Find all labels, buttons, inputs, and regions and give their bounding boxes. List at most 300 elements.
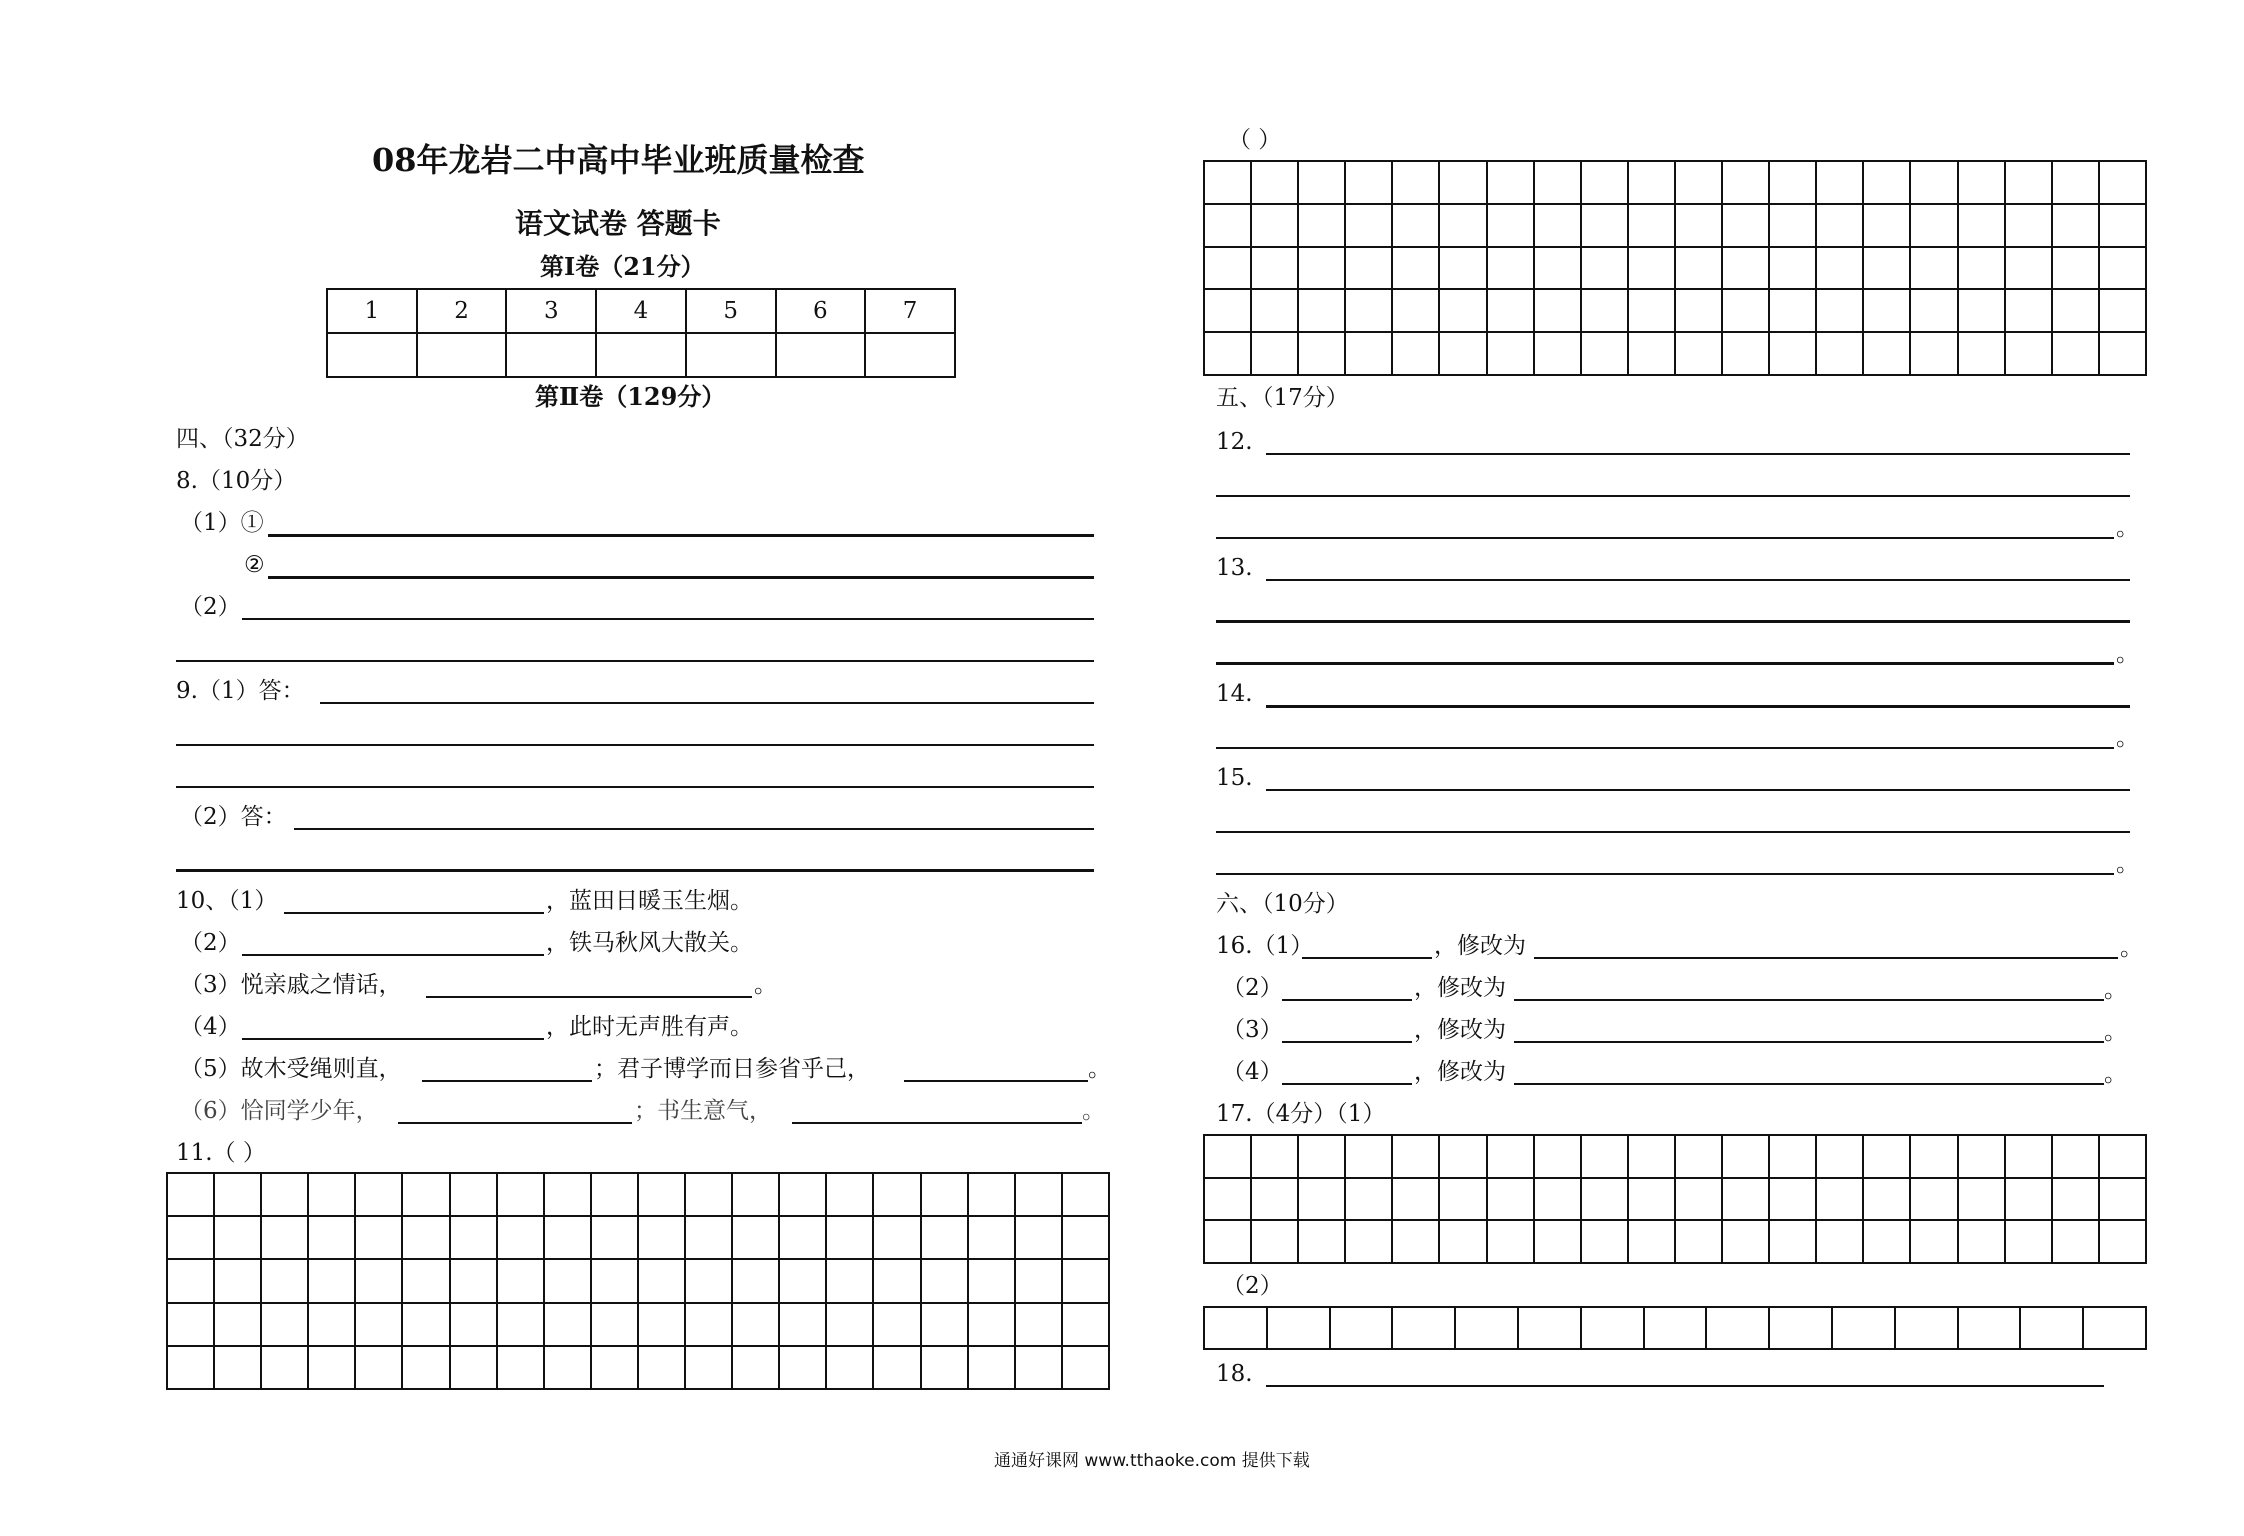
- grid-cell[interactable]: [1392, 247, 1439, 290]
- grid-cell[interactable]: [1392, 161, 1439, 204]
- grid-cell[interactable]: [873, 1216, 920, 1259]
- grid-cell[interactable]: [591, 1303, 638, 1346]
- grid-cell[interactable]: [1910, 1178, 1957, 1221]
- grid-cell[interactable]: [1581, 1178, 1628, 1221]
- grid-cell[interactable]: [685, 1259, 732, 1302]
- grid-cell[interactable]: [355, 1303, 402, 1346]
- grid-cell[interactable]: [1722, 1220, 1769, 1263]
- q16-1-blank[interactable]: [1302, 957, 1432, 959]
- grid-cell[interactable]: [402, 1346, 449, 1389]
- q16-3-correction[interactable]: [1514, 1041, 2104, 1043]
- grid-cell[interactable]: [873, 1303, 920, 1346]
- q16-1-correction[interactable]: [1534, 957, 2118, 959]
- grid-cell[interactable]: [2005, 1135, 2052, 1178]
- grid-cell[interactable]: [1863, 332, 1910, 375]
- grid-cell[interactable]: [261, 1216, 308, 1259]
- grid-cell[interactable]: [1581, 247, 1628, 290]
- grid-cell[interactable]: [2099, 204, 2146, 247]
- grid-cell[interactable]: [826, 1259, 873, 1302]
- grid-cell[interactable]: [1534, 1178, 1581, 1221]
- grid-cell[interactable]: [1518, 1307, 1581, 1349]
- grid-cell[interactable]: [1251, 161, 1298, 204]
- grid-cell[interactable]: [214, 1216, 261, 1259]
- grid-cell[interactable]: [1487, 1220, 1534, 1263]
- grid-cell[interactable]: [1675, 332, 1722, 375]
- grid-cell[interactable]: [685, 1346, 732, 1389]
- grid-cell[interactable]: [2052, 289, 2099, 332]
- q16-2-correction[interactable]: [1514, 999, 2104, 1001]
- mc-answer-cell[interactable]: [596, 333, 686, 377]
- grid-cell[interactable]: [1392, 1135, 1439, 1178]
- grid-cell[interactable]: [2052, 1135, 2099, 1178]
- grid-cell[interactable]: [450, 1216, 497, 1259]
- q10-3-blank[interactable]: [426, 996, 752, 998]
- grid-cell[interactable]: [1487, 204, 1534, 247]
- grid-cell[interactable]: [355, 1346, 402, 1389]
- grid-cell[interactable]: [921, 1216, 968, 1259]
- grid-cell[interactable]: [1251, 332, 1298, 375]
- grid-cell[interactable]: [2052, 204, 2099, 247]
- grid-cell[interactable]: [497, 1346, 544, 1389]
- grid-cell[interactable]: [1298, 204, 1345, 247]
- mc-answer-cell[interactable]: [506, 333, 596, 377]
- q12-answer-line-3[interactable]: [1216, 537, 2114, 539]
- grid-cell[interactable]: [1958, 1135, 2005, 1178]
- grid-cell[interactable]: [1706, 1307, 1769, 1349]
- grid-cell[interactable]: [1675, 161, 1722, 204]
- grid-cell[interactable]: [1298, 332, 1345, 375]
- q16-4-correction[interactable]: [1514, 1083, 2104, 1085]
- grid-cell[interactable]: [1251, 1135, 1298, 1178]
- grid-cell[interactable]: [1675, 247, 1722, 290]
- grid-cell[interactable]: [1251, 1178, 1298, 1221]
- q18-answer-line[interactable]: [1266, 1385, 2104, 1387]
- grid-cell[interactable]: [1958, 161, 2005, 204]
- q9-1-answer-line-3[interactable]: [176, 786, 1094, 788]
- grid-cell[interactable]: [732, 1216, 779, 1259]
- grid-cell[interactable]: [450, 1346, 497, 1389]
- grid-cell[interactable]: [214, 1173, 261, 1216]
- q8-1a-answer-line[interactable]: [268, 534, 1094, 537]
- grid-cell[interactable]: [1675, 1220, 1722, 1263]
- grid-cell[interactable]: [1958, 247, 2005, 290]
- grid-cell[interactable]: [873, 1259, 920, 1302]
- grid-cell[interactable]: [1487, 289, 1534, 332]
- q16-2-blank[interactable]: [1282, 999, 1412, 1001]
- grid-cell[interactable]: [1392, 1220, 1439, 1263]
- grid-cell[interactable]: [1722, 332, 1769, 375]
- grid-cell[interactable]: [1015, 1303, 1062, 1346]
- grid-cell[interactable]: [2005, 161, 2052, 204]
- grid-cell[interactable]: [1487, 247, 1534, 290]
- grid-cell[interactable]: [1769, 204, 1816, 247]
- grid-cell[interactable]: [873, 1346, 920, 1389]
- q15-answer-line-2[interactable]: [1216, 831, 2130, 833]
- grid-cell[interactable]: [1863, 1135, 1910, 1178]
- grid-cell[interactable]: [1816, 1178, 1863, 1221]
- grid-cell[interactable]: [732, 1173, 779, 1216]
- grid-cell[interactable]: [402, 1259, 449, 1302]
- grid-cell[interactable]: [826, 1216, 873, 1259]
- grid-cell[interactable]: [167, 1216, 214, 1259]
- grid-cell[interactable]: [1769, 161, 1816, 204]
- grid-cell[interactable]: [732, 1259, 779, 1302]
- grid-cell[interactable]: [1204, 1220, 1251, 1263]
- grid-cell[interactable]: [591, 1173, 638, 1216]
- grid-cell[interactable]: [1251, 247, 1298, 290]
- grid-cell[interactable]: [1204, 161, 1251, 204]
- grid-cell[interactable]: [1722, 161, 1769, 204]
- q13-answer-line[interactable]: [1266, 579, 2130, 581]
- grid-cell[interactable]: [355, 1216, 402, 1259]
- grid-cell[interactable]: [1628, 332, 1675, 375]
- grid-cell[interactable]: [1062, 1216, 1109, 1259]
- grid-cell[interactable]: [1581, 1307, 1644, 1349]
- grid-cell[interactable]: [1204, 247, 1251, 290]
- grid-cell[interactable]: [591, 1346, 638, 1389]
- grid-cell[interactable]: [1958, 289, 2005, 332]
- grid-cell[interactable]: [685, 1216, 732, 1259]
- grid-cell[interactable]: [1439, 1135, 1486, 1178]
- q16-3-blank[interactable]: [1282, 1041, 1412, 1043]
- grid-cell[interactable]: [1581, 332, 1628, 375]
- q8-2-answer-line[interactable]: [242, 618, 1094, 620]
- grid-cell[interactable]: [1628, 1220, 1675, 1263]
- grid-cell[interactable]: [1816, 204, 1863, 247]
- grid-cell[interactable]: [1628, 247, 1675, 290]
- grid-cell[interactable]: [968, 1173, 1015, 1216]
- grid-cell[interactable]: [1251, 1220, 1298, 1263]
- grid-cell[interactable]: [450, 1303, 497, 1346]
- grid-cell[interactable]: [1345, 161, 1392, 204]
- grid-cell[interactable]: [1675, 289, 1722, 332]
- grid-cell[interactable]: [167, 1346, 214, 1389]
- grid-cell[interactable]: [732, 1346, 779, 1389]
- grid-cell[interactable]: [638, 1259, 685, 1302]
- grid-cell[interactable]: [1439, 332, 1486, 375]
- grid-cell[interactable]: [308, 1346, 355, 1389]
- grid-cell[interactable]: [1769, 1178, 1816, 1221]
- grid-cell[interactable]: [167, 1259, 214, 1302]
- q14-answer-line-2[interactable]: [1216, 747, 2114, 749]
- grid-cell[interactable]: [1534, 204, 1581, 247]
- grid-cell[interactable]: [1062, 1173, 1109, 1216]
- grid-cell[interactable]: [1015, 1173, 1062, 1216]
- q10-6-blank-a[interactable]: [398, 1122, 632, 1124]
- grid-cell[interactable]: [1910, 161, 1957, 204]
- grid-cell[interactable]: [1062, 1346, 1109, 1389]
- grid-cell[interactable]: [638, 1303, 685, 1346]
- grid-cell[interactable]: [1439, 204, 1486, 247]
- grid-cell[interactable]: [1769, 332, 1816, 375]
- grid-cell[interactable]: [1345, 1220, 1392, 1263]
- grid-cell[interactable]: [1392, 1178, 1439, 1221]
- grid-cell[interactable]: [2052, 161, 2099, 204]
- grid-cell[interactable]: [2099, 1135, 2146, 1178]
- grid-cell[interactable]: [1455, 1307, 1518, 1349]
- grid-cell[interactable]: [826, 1303, 873, 1346]
- grid-cell[interactable]: [1345, 289, 1392, 332]
- grid-cell[interactable]: [1958, 1178, 2005, 1221]
- grid-cell[interactable]: [1863, 1220, 1910, 1263]
- grid-cell[interactable]: [2083, 1307, 2146, 1349]
- grid-cell[interactable]: [921, 1346, 968, 1389]
- grid-cell[interactable]: [1345, 332, 1392, 375]
- grid-cell[interactable]: [1910, 332, 1957, 375]
- grid-cell[interactable]: [1392, 1307, 1455, 1349]
- grid-cell[interactable]: [544, 1303, 591, 1346]
- grid-cell[interactable]: [1816, 1220, 1863, 1263]
- grid-cell[interactable]: [1204, 1135, 1251, 1178]
- grid-cell[interactable]: [1863, 247, 1910, 290]
- grid-cell[interactable]: [1487, 1178, 1534, 1221]
- grid-cell[interactable]: [1910, 247, 1957, 290]
- grid-cell[interactable]: [167, 1173, 214, 1216]
- grid-cell[interactable]: [1345, 1178, 1392, 1221]
- grid-cell[interactable]: [402, 1303, 449, 1346]
- grid-cell[interactable]: [214, 1346, 261, 1389]
- grid-cell[interactable]: [2005, 332, 2052, 375]
- q8-2-answer-line-2[interactable]: [176, 660, 1094, 662]
- grid-cell[interactable]: [2005, 289, 2052, 332]
- grid-cell[interactable]: [2005, 1178, 2052, 1221]
- grid-cell[interactable]: [1832, 1307, 1895, 1349]
- grid-cell[interactable]: [968, 1216, 1015, 1259]
- grid-cell[interactable]: [779, 1303, 826, 1346]
- grid-cell[interactable]: [1769, 247, 1816, 290]
- grid-cell[interactable]: [1298, 1220, 1345, 1263]
- grid-cell[interactable]: [1487, 332, 1534, 375]
- q13-answer-line-3[interactable]: [1216, 662, 2114, 665]
- q9-1-answer-line-2[interactable]: [176, 744, 1094, 746]
- grid-cell[interactable]: [779, 1259, 826, 1302]
- grid-cell[interactable]: [1439, 161, 1486, 204]
- grid-cell[interactable]: [1392, 332, 1439, 375]
- grid-cell[interactable]: [1581, 1220, 1628, 1263]
- grid-cell[interactable]: [1439, 1220, 1486, 1263]
- grid-cell[interactable]: [779, 1216, 826, 1259]
- grid-cell[interactable]: [1298, 1178, 1345, 1221]
- grid-cell[interactable]: [1769, 1220, 1816, 1263]
- grid-cell[interactable]: [921, 1259, 968, 1302]
- grid-cell[interactable]: [261, 1173, 308, 1216]
- q9-2-answer-line[interactable]: [294, 828, 1094, 830]
- grid-cell[interactable]: [921, 1173, 968, 1216]
- grid-cell[interactable]: [497, 1216, 544, 1259]
- grid-cell[interactable]: [1581, 161, 1628, 204]
- grid-cell[interactable]: [214, 1259, 261, 1302]
- grid-cell[interactable]: [214, 1303, 261, 1346]
- grid-cell[interactable]: [1910, 1135, 1957, 1178]
- grid-cell[interactable]: [968, 1346, 1015, 1389]
- grid-cell[interactable]: [1675, 1135, 1722, 1178]
- grid-cell[interactable]: [1487, 1135, 1534, 1178]
- grid-cell[interactable]: [402, 1173, 449, 1216]
- grid-cell[interactable]: [2052, 1178, 2099, 1221]
- grid-cell[interactable]: [1722, 1178, 1769, 1221]
- mc-answer-cell[interactable]: [686, 333, 776, 377]
- grid-cell[interactable]: [2052, 332, 2099, 375]
- grid-cell[interactable]: [1863, 204, 1910, 247]
- grid-cell[interactable]: [2099, 1220, 2146, 1263]
- grid-cell[interactable]: [261, 1259, 308, 1302]
- grid-cell[interactable]: [1958, 1307, 2021, 1349]
- grid-cell[interactable]: [1958, 1220, 2005, 1263]
- grid-cell[interactable]: [1345, 204, 1392, 247]
- grid-cell[interactable]: [779, 1173, 826, 1216]
- grid-cell[interactable]: [779, 1346, 826, 1389]
- grid-cell[interactable]: [1722, 204, 1769, 247]
- q9-2-answer-line-2[interactable]: [176, 869, 1094, 872]
- grid-cell[interactable]: [921, 1303, 968, 1346]
- grid-cell[interactable]: [1722, 247, 1769, 290]
- q9-1-answer-line[interactable]: [320, 702, 1094, 704]
- grid-cell[interactable]: [1204, 1307, 1267, 1349]
- grid-cell[interactable]: [2020, 1307, 2083, 1349]
- grid-cell[interactable]: [2099, 289, 2146, 332]
- grid-cell[interactable]: [1534, 1135, 1581, 1178]
- grid-cell[interactable]: [1628, 1135, 1675, 1178]
- grid-cell[interactable]: [355, 1173, 402, 1216]
- grid-cell[interactable]: [450, 1259, 497, 1302]
- q10-5-blank-a[interactable]: [422, 1080, 592, 1082]
- grid-cell[interactable]: [2005, 1220, 2052, 1263]
- grid-cell[interactable]: [1204, 332, 1251, 375]
- q12-answer-line-2[interactable]: [1216, 495, 2130, 497]
- q10-2-blank[interactable]: [242, 954, 544, 956]
- grid-cell[interactable]: [167, 1303, 214, 1346]
- grid-cell[interactable]: [1958, 204, 2005, 247]
- grid-cell[interactable]: [1581, 204, 1628, 247]
- grid-cell[interactable]: [1863, 161, 1910, 204]
- grid-cell[interactable]: [1958, 332, 2005, 375]
- grid-cell[interactable]: [1863, 289, 1910, 332]
- grid-cell[interactable]: [261, 1346, 308, 1389]
- grid-cell[interactable]: [1204, 204, 1251, 247]
- grid-cell[interactable]: [497, 1173, 544, 1216]
- grid-cell[interactable]: [968, 1259, 1015, 1302]
- grid-cell[interactable]: [732, 1303, 779, 1346]
- grid-cell[interactable]: [1534, 289, 1581, 332]
- grid-cell[interactable]: [1769, 1135, 1816, 1178]
- grid-cell[interactable]: [1675, 1178, 1722, 1221]
- q8-1b-answer-line[interactable]: [268, 576, 1094, 579]
- grid-cell[interactable]: [1298, 289, 1345, 332]
- grid-cell[interactable]: [1534, 1220, 1581, 1263]
- grid-cell[interactable]: [308, 1173, 355, 1216]
- grid-cell[interactable]: [826, 1173, 873, 1216]
- grid-cell[interactable]: [1204, 1178, 1251, 1221]
- mc-answer-cell[interactable]: [327, 333, 417, 377]
- mc-answer-cell[interactable]: [417, 333, 507, 377]
- grid-cell[interactable]: [497, 1259, 544, 1302]
- grid-cell[interactable]: [1298, 161, 1345, 204]
- grid-cell[interactable]: [638, 1173, 685, 1216]
- grid-cell[interactable]: [1439, 247, 1486, 290]
- grid-cell[interactable]: [1392, 204, 1439, 247]
- grid-cell[interactable]: [2052, 247, 2099, 290]
- grid-cell[interactable]: [544, 1173, 591, 1216]
- grid-cell[interactable]: [1015, 1216, 1062, 1259]
- grid-cell[interactable]: [1015, 1259, 1062, 1302]
- grid-cell[interactable]: [1628, 204, 1675, 247]
- grid-cell[interactable]: [2005, 247, 2052, 290]
- grid-cell[interactable]: [1251, 204, 1298, 247]
- grid-cell[interactable]: [2099, 161, 2146, 204]
- grid-cell[interactable]: [1816, 332, 1863, 375]
- grid-cell[interactable]: [873, 1173, 920, 1216]
- q16-4-blank[interactable]: [1282, 1083, 1412, 1085]
- grid-cell[interactable]: [591, 1259, 638, 1302]
- grid-cell[interactable]: [1895, 1307, 1958, 1349]
- grid-cell[interactable]: [544, 1216, 591, 1259]
- grid-cell[interactable]: [1722, 1135, 1769, 1178]
- q10-6-blank-b[interactable]: [792, 1122, 1082, 1124]
- grid-cell[interactable]: [1816, 1135, 1863, 1178]
- grid-cell[interactable]: [1015, 1346, 1062, 1389]
- grid-cell[interactable]: [685, 1303, 732, 1346]
- grid-cell[interactable]: [1439, 1178, 1486, 1221]
- grid-cell[interactable]: [1534, 332, 1581, 375]
- q10-4-blank[interactable]: [242, 1038, 544, 1040]
- grid-cell[interactable]: [638, 1346, 685, 1389]
- grid-cell[interactable]: [308, 1216, 355, 1259]
- grid-cell[interactable]: [1062, 1303, 1109, 1346]
- grid-cell[interactable]: [308, 1303, 355, 1346]
- mc-answer-cell[interactable]: [776, 333, 866, 377]
- grid-cell[interactable]: [1298, 1135, 1345, 1178]
- q10-5-blank-b[interactable]: [904, 1080, 1088, 1082]
- grid-cell[interactable]: [1439, 289, 1486, 332]
- q15-answer-line-3[interactable]: [1216, 873, 2114, 875]
- grid-cell[interactable]: [968, 1303, 1015, 1346]
- q10-1-blank[interactable]: [284, 912, 544, 914]
- grid-cell[interactable]: [1267, 1307, 1330, 1349]
- grid-cell[interactable]: [638, 1216, 685, 1259]
- grid-cell[interactable]: [544, 1346, 591, 1389]
- grid-cell[interactable]: [1345, 1135, 1392, 1178]
- grid-cell[interactable]: [685, 1173, 732, 1216]
- mc-answer-cell[interactable]: [865, 333, 955, 377]
- grid-cell[interactable]: [1910, 204, 1957, 247]
- grid-cell[interactable]: [544, 1259, 591, 1302]
- grid-cell[interactable]: [2099, 247, 2146, 290]
- q14-answer-line[interactable]: [1266, 705, 2130, 708]
- grid-cell[interactable]: [1910, 1220, 1957, 1263]
- grid-cell[interactable]: [1062, 1259, 1109, 1302]
- grid-cell[interactable]: [1644, 1307, 1707, 1349]
- grid-cell[interactable]: [1769, 289, 1816, 332]
- grid-cell[interactable]: [1628, 1178, 1675, 1221]
- grid-cell[interactable]: [1816, 161, 1863, 204]
- grid-cell[interactable]: [826, 1346, 873, 1389]
- q12-answer-line[interactable]: [1266, 453, 2130, 455]
- grid-cell[interactable]: [1345, 247, 1392, 290]
- grid-cell[interactable]: [2005, 204, 2052, 247]
- grid-cell[interactable]: [2052, 1220, 2099, 1263]
- grid-cell[interactable]: [1910, 289, 1957, 332]
- grid-cell[interactable]: [497, 1303, 544, 1346]
- grid-cell[interactable]: [1722, 289, 1769, 332]
- grid-cell[interactable]: [591, 1216, 638, 1259]
- grid-cell[interactable]: [1487, 161, 1534, 204]
- q15-answer-line[interactable]: [1266, 789, 2130, 791]
- grid-cell[interactable]: [1863, 1178, 1910, 1221]
- grid-cell[interactable]: [1534, 247, 1581, 290]
- grid-cell[interactable]: [261, 1303, 308, 1346]
- grid-cell[interactable]: [1204, 289, 1251, 332]
- grid-cell[interactable]: [450, 1173, 497, 1216]
